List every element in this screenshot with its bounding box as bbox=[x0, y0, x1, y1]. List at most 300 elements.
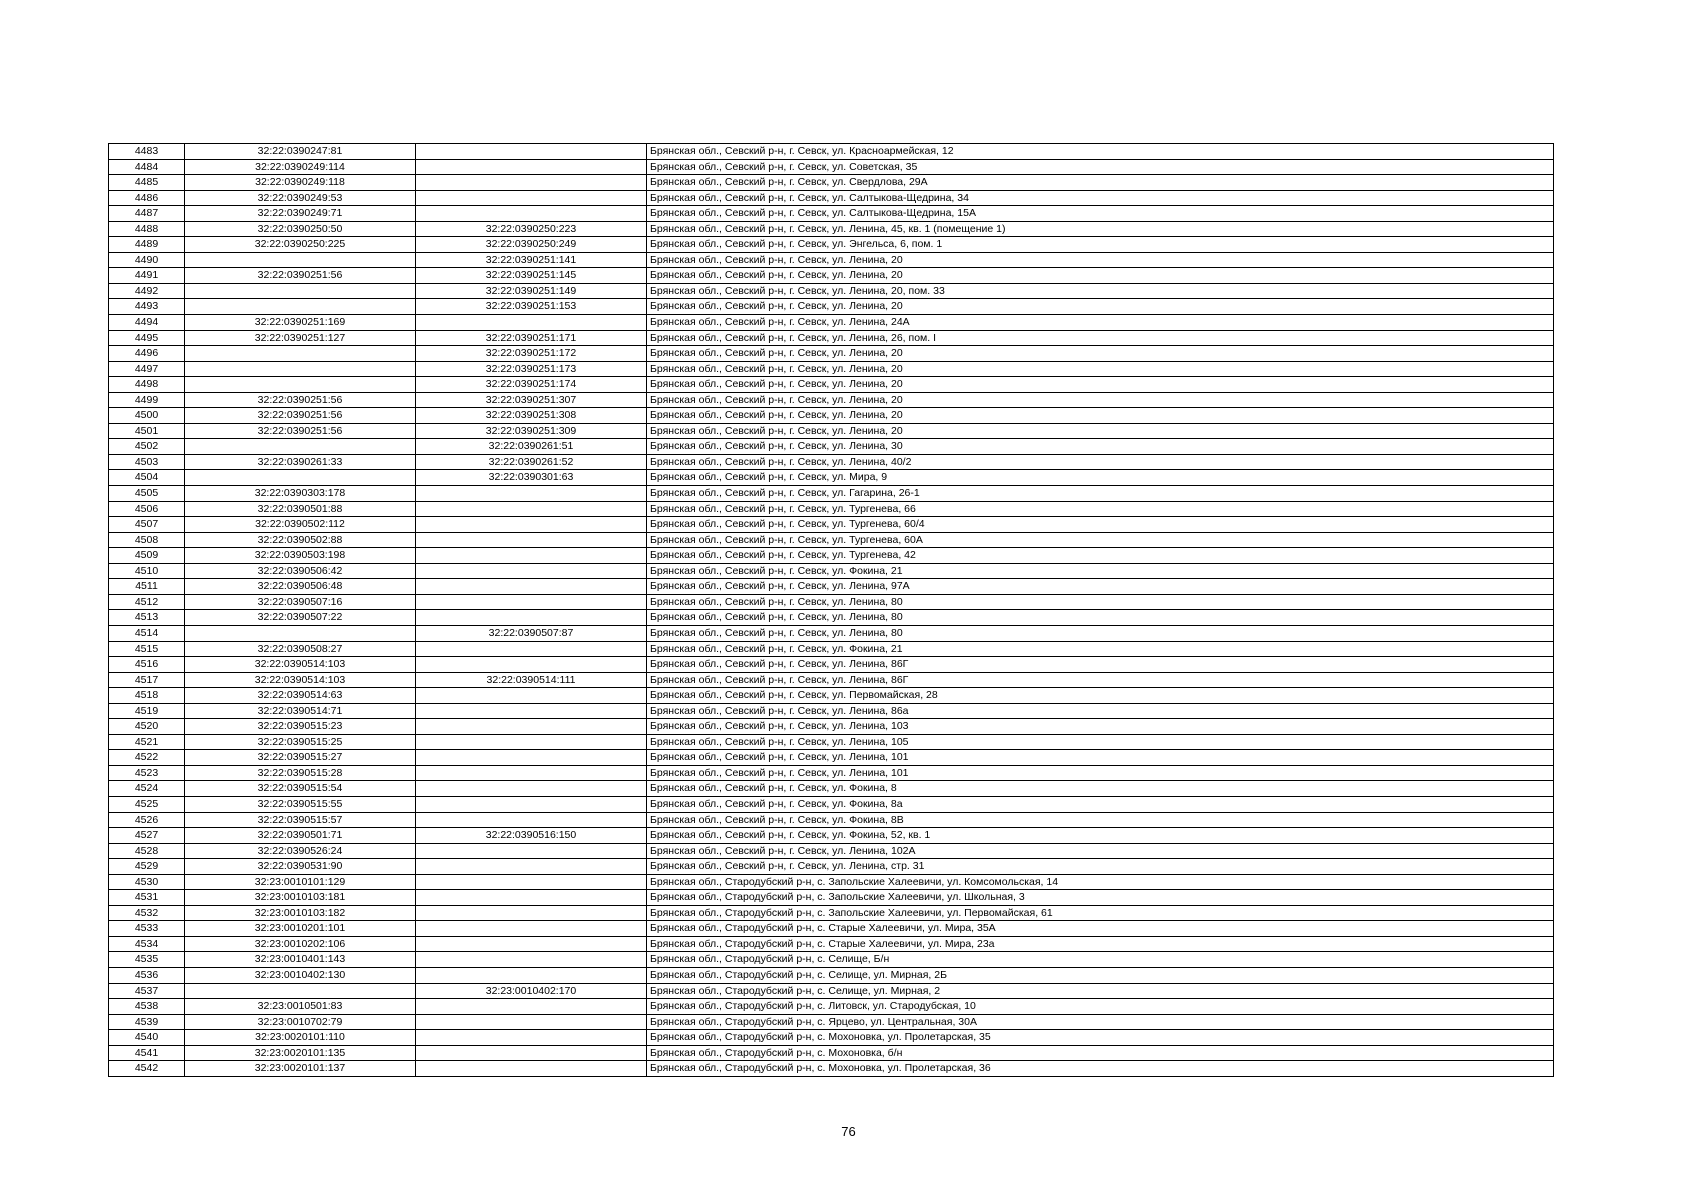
row-number-cell: 4506 bbox=[109, 501, 185, 517]
premises-cadastral-number-cell bbox=[416, 315, 647, 331]
cadastral-number-cell: 32:22:0390515:57 bbox=[185, 812, 416, 828]
table-row bbox=[109, 315, 1554, 331]
premises-cadastral-number-cell bbox=[416, 486, 647, 502]
cadastral-number-cell: 32:22:0390515:28 bbox=[185, 765, 416, 781]
cadastral-number-cell bbox=[185, 470, 416, 486]
table-row bbox=[109, 330, 1554, 346]
row-number-cell: 4486 bbox=[109, 190, 185, 206]
address-cell: Брянская обл., Севский р-н, г. Севск, ул. Фокина, 8В bbox=[647, 812, 1554, 828]
premises-cadastral-number-cell bbox=[416, 765, 647, 781]
address-cell: Брянская обл., Стародубский р-н, с. Литовск, ул. Стародубская, 10 bbox=[647, 999, 1554, 1015]
table-row bbox=[109, 563, 1554, 579]
premises-cadastral-number-cell: 32:22:0390251:309 bbox=[416, 423, 647, 439]
row-number-cell: 4491 bbox=[109, 268, 185, 284]
table-row bbox=[109, 175, 1554, 191]
cadastral-number-cell: 32:23:0010103:182 bbox=[185, 905, 416, 921]
cadastral-number-cell bbox=[185, 299, 416, 315]
table-row bbox=[109, 657, 1554, 673]
cadastral-number-cell bbox=[185, 346, 416, 362]
cadastral-number-cell: 32:22:0390249:118 bbox=[185, 175, 416, 191]
table-row bbox=[109, 843, 1554, 859]
cadastral-number-cell: 32:23:0010401:143 bbox=[185, 952, 416, 968]
cadastral-number-cell: 32:22:0390261:33 bbox=[185, 454, 416, 470]
address-cell: Брянская обл., Севский р-н, г. Севск, ул. Ленина, 20 bbox=[647, 346, 1554, 362]
address-cell: Брянская обл., Севский р-н, г. Севск, ул. Ленина, 20 bbox=[647, 423, 1554, 439]
premises-cadastral-number-cell bbox=[416, 206, 647, 222]
premises-cadastral-number-cell bbox=[416, 1014, 647, 1030]
premises-cadastral-number-cell bbox=[416, 812, 647, 828]
address-cell: Брянская обл., Севский р-н, г. Севск, ул. Ленина, 86Г bbox=[647, 672, 1554, 688]
cadastral-number-cell: 32:23:0020101:137 bbox=[185, 1061, 416, 1077]
premises-cadastral-number-cell bbox=[416, 781, 647, 797]
premises-cadastral-number-cell bbox=[416, 890, 647, 906]
cadastral-number-cell: 32:22:0390501:71 bbox=[185, 828, 416, 844]
registry-table bbox=[108, 143, 1554, 1077]
row-number-cell: 4485 bbox=[109, 175, 185, 191]
address-cell: Брянская обл., Стародубский р-н, с. Селище, ул. Мирная, 2 bbox=[647, 983, 1554, 999]
row-number-cell: 4498 bbox=[109, 377, 185, 393]
address-cell: Брянская обл., Севский р-н, г. Севск, ул. Ленина, 20, пом. 33 bbox=[647, 283, 1554, 299]
cadastral-number-cell: 32:22:0390531:90 bbox=[185, 859, 416, 875]
address-cell: Брянская обл., Севский р-н, г. Севск, ул. Ленина, 80 bbox=[647, 610, 1554, 626]
row-number-cell: 4525 bbox=[109, 796, 185, 812]
table-row bbox=[109, 1030, 1554, 1046]
cadastral-number-cell: 32:23:0010501:83 bbox=[185, 999, 416, 1015]
premises-cadastral-number-cell bbox=[416, 190, 647, 206]
table-row bbox=[109, 470, 1554, 486]
table-row bbox=[109, 952, 1554, 968]
row-number-cell: 4542 bbox=[109, 1061, 185, 1077]
table-row bbox=[109, 159, 1554, 175]
address-cell: Брянская обл., Севский р-н, г. Севск, ул. Ленина, 102А bbox=[647, 843, 1554, 859]
cadastral-number-cell bbox=[185, 283, 416, 299]
address-cell: Брянская обл., Севский р-н, г. Севск, ул. Тургенева, 42 bbox=[647, 548, 1554, 564]
table-row bbox=[109, 221, 1554, 237]
address-cell: Брянская обл., Севский р-н, г. Севск, ул. Свердлова, 29А bbox=[647, 175, 1554, 191]
cadastral-number-cell: 32:22:0390303:178 bbox=[185, 486, 416, 502]
table-row bbox=[109, 921, 1554, 937]
address-cell: Брянская обл., Севский р-н, г. Севск, ул. Ленина, 24А bbox=[647, 315, 1554, 331]
cadastral-number-cell: 32:22:0390249:53 bbox=[185, 190, 416, 206]
row-number-cell: 4507 bbox=[109, 517, 185, 533]
premises-cadastral-number-cell bbox=[416, 144, 647, 160]
premises-cadastral-number-cell bbox=[416, 703, 647, 719]
cadastral-number-cell: 32:22:0390251:56 bbox=[185, 392, 416, 408]
table-row bbox=[109, 548, 1554, 564]
address-cell: Брянская обл., Севский р-н, г. Севск, ул. Мира, 9 bbox=[647, 470, 1554, 486]
cadastral-number-cell: 32:23:0010103:181 bbox=[185, 890, 416, 906]
table-row bbox=[109, 703, 1554, 719]
premises-cadastral-number-cell bbox=[416, 999, 647, 1015]
table-row bbox=[109, 610, 1554, 626]
address-cell: Брянская обл., Стародубский р-н, с. Запольские Халеевичи, ул. Комсомольская, 14 bbox=[647, 874, 1554, 890]
row-number-cell: 4484 bbox=[109, 159, 185, 175]
row-number-cell: 4527 bbox=[109, 828, 185, 844]
address-cell: Брянская обл., Севский р-н, г. Севск, ул. Ленина, 20 bbox=[647, 299, 1554, 315]
cadastral-number-cell: 32:22:0390502:112 bbox=[185, 517, 416, 533]
row-number-cell: 4502 bbox=[109, 439, 185, 455]
row-number-cell: 4495 bbox=[109, 330, 185, 346]
table-row bbox=[109, 361, 1554, 377]
address-cell: Брянская обл., Севский р-н, г. Севск, ул. Ленина, 20 bbox=[647, 268, 1554, 284]
table-row bbox=[109, 144, 1554, 160]
cadastral-number-cell: 32:23:0020101:110 bbox=[185, 1030, 416, 1046]
premises-cadastral-number-cell bbox=[416, 905, 647, 921]
address-cell: Брянская обл., Стародубский р-н, с. Старые Халеевичи, ул. Мира, 35А bbox=[647, 921, 1554, 937]
table-row bbox=[109, 283, 1554, 299]
address-cell: Брянская обл., Севский р-н, г. Севск, ул. Ленина, 86а bbox=[647, 703, 1554, 719]
premises-cadastral-number-cell bbox=[416, 859, 647, 875]
row-number-cell: 4508 bbox=[109, 532, 185, 548]
address-cell: Брянская обл., Севский р-н, г. Севск, ул. Фокина, 8а bbox=[647, 796, 1554, 812]
address-cell: Брянская обл., Севский р-н, г. Севск, ул. Ленина, 80 bbox=[647, 594, 1554, 610]
address-cell: Брянская обл., Севский р-н, г. Севск, ул. Ленина, 20 bbox=[647, 408, 1554, 424]
table-row bbox=[109, 517, 1554, 533]
address-cell: Брянская обл., Севский р-н, г. Севск, ул. Ленина, 26, пом. I bbox=[647, 330, 1554, 346]
table-row bbox=[109, 579, 1554, 595]
premises-cadastral-number-cell: 32:22:0390251:141 bbox=[416, 252, 647, 268]
table-row bbox=[109, 1045, 1554, 1061]
premises-cadastral-number-cell bbox=[416, 734, 647, 750]
address-cell: Брянская обл., Севский р-н, г. Севск, ул. Ленина, 80 bbox=[647, 625, 1554, 641]
row-number-cell: 4511 bbox=[109, 579, 185, 595]
premises-cadastral-number-cell bbox=[416, 688, 647, 704]
address-cell: Брянская обл., Севский р-н, г. Севск, ул. Тургенева, 60А bbox=[647, 532, 1554, 548]
table-row bbox=[109, 719, 1554, 735]
row-number-cell: 4523 bbox=[109, 765, 185, 781]
premises-cadastral-number-cell bbox=[416, 532, 647, 548]
cadastral-number-cell bbox=[185, 625, 416, 641]
row-number-cell: 4528 bbox=[109, 843, 185, 859]
cadastral-number-cell: 32:22:0390501:88 bbox=[185, 501, 416, 517]
address-cell: Брянская обл., Севский р-н, г. Севск, ул. Фокина, 52, кв. 1 bbox=[647, 828, 1554, 844]
table-row bbox=[109, 890, 1554, 906]
row-number-cell: 4522 bbox=[109, 750, 185, 766]
table-row bbox=[109, 423, 1554, 439]
premises-cadastral-number-cell bbox=[416, 750, 647, 766]
cadastral-number-cell: 32:22:0390506:48 bbox=[185, 579, 416, 595]
cadastral-number-cell: 32:22:0390515:23 bbox=[185, 719, 416, 735]
address-cell: Брянская обл., Севский р-н, г. Севск, ул. Фокина, 8 bbox=[647, 781, 1554, 797]
address-cell: Брянская обл., Севский р-н, г. Севск, ул. Тургенева, 66 bbox=[647, 501, 1554, 517]
row-number-cell: 4536 bbox=[109, 967, 185, 983]
cadastral-number-cell: 32:23:0010202:106 bbox=[185, 936, 416, 952]
table-row bbox=[109, 346, 1554, 362]
table-row bbox=[109, 268, 1554, 284]
premises-cadastral-number-cell: 32:22:0390507:87 bbox=[416, 625, 647, 641]
cadastral-number-cell: 32:22:0390514:71 bbox=[185, 703, 416, 719]
cadastral-number-cell: 32:23:0010201:101 bbox=[185, 921, 416, 937]
table-row bbox=[109, 812, 1554, 828]
table-row bbox=[109, 672, 1554, 688]
table-row bbox=[109, 688, 1554, 704]
premises-cadastral-number-cell: 32:22:0390251:174 bbox=[416, 377, 647, 393]
address-cell: Брянская обл., Стародубский р-н, с. Селище, Б/н bbox=[647, 952, 1554, 968]
cadastral-number-cell bbox=[185, 983, 416, 999]
table-row bbox=[109, 750, 1554, 766]
cadastral-number-cell: 32:22:0390508:27 bbox=[185, 641, 416, 657]
address-cell: Брянская обл., Севский р-н, г. Севск, ул. Советская, 35 bbox=[647, 159, 1554, 175]
table-row bbox=[109, 781, 1554, 797]
premises-cadastral-number-cell: 32:22:0390251:307 bbox=[416, 392, 647, 408]
cadastral-number-cell: 32:22:0390251:56 bbox=[185, 423, 416, 439]
premises-cadastral-number-cell: 32:22:0390251:153 bbox=[416, 299, 647, 315]
cadastral-number-cell: 32:22:0390507:22 bbox=[185, 610, 416, 626]
row-number-cell: 4501 bbox=[109, 423, 185, 439]
table-row bbox=[109, 501, 1554, 517]
table-row bbox=[109, 936, 1554, 952]
premises-cadastral-number-cell: 32:22:0390261:52 bbox=[416, 454, 647, 470]
premises-cadastral-number-cell bbox=[416, 967, 647, 983]
premises-cadastral-number-cell bbox=[416, 843, 647, 859]
row-number-cell: 4531 bbox=[109, 890, 185, 906]
row-number-cell: 4534 bbox=[109, 936, 185, 952]
premises-cadastral-number-cell bbox=[416, 657, 647, 673]
table-row bbox=[109, 299, 1554, 315]
cadastral-number-cell: 32:22:0390506:42 bbox=[185, 563, 416, 579]
address-cell: Брянская обл., Севский р-н, г. Севск, ул. Энгельса, 6, пом. 1 bbox=[647, 237, 1554, 253]
address-cell: Брянская обл., Севский р-н, г. Севск, ул. Ленина, 40/2 bbox=[647, 454, 1554, 470]
premises-cadastral-number-cell bbox=[416, 874, 647, 890]
row-number-cell: 4496 bbox=[109, 346, 185, 362]
premises-cadastral-number-cell: 32:22:0390251:145 bbox=[416, 268, 647, 284]
cadastral-number-cell bbox=[185, 377, 416, 393]
premises-cadastral-number-cell bbox=[416, 159, 647, 175]
cadastral-number-cell: 32:22:0390249:71 bbox=[185, 206, 416, 222]
cadastral-number-cell: 32:22:0390251:56 bbox=[185, 268, 416, 284]
address-cell: Брянская обл., Севский р-н, г. Севск, ул. Тургенева, 60/4 bbox=[647, 517, 1554, 533]
address-cell: Брянская обл., Севский р-н, г. Севск, ул. Ленина, 45, кв. 1 (помещение 1) bbox=[647, 221, 1554, 237]
address-cell: Брянская обл., Севский р-н, г. Севск, ул. Ленина, 101 bbox=[647, 750, 1554, 766]
premises-cadastral-number-cell: 32:22:0390301:63 bbox=[416, 470, 647, 486]
table-row bbox=[109, 765, 1554, 781]
row-number-cell: 4494 bbox=[109, 315, 185, 331]
row-number-cell: 4504 bbox=[109, 470, 185, 486]
address-cell: Брянская обл., Стародубский р-н, с. Запольские Халеевичи, ул. Первомайская, 61 bbox=[647, 905, 1554, 921]
table-row bbox=[109, 486, 1554, 502]
cadastral-number-cell: 32:22:0390515:54 bbox=[185, 781, 416, 797]
cadastral-number-cell: 32:22:0390514:103 bbox=[185, 657, 416, 673]
row-number-cell: 4493 bbox=[109, 299, 185, 315]
address-cell: Брянская обл., Севский р-н, г. Севск, ул. Ленина, 105 bbox=[647, 734, 1554, 750]
row-number-cell: 4530 bbox=[109, 874, 185, 890]
address-cell: Брянская обл., Севский р-н, г. Севск, ул. Ленина, 97А bbox=[647, 579, 1554, 595]
row-number-cell: 4515 bbox=[109, 641, 185, 657]
address-cell: Брянская обл., Севский р-н, г. Севск, ул. Гагарина, 26-1 bbox=[647, 486, 1554, 502]
row-number-cell: 4540 bbox=[109, 1030, 185, 1046]
table-row bbox=[109, 859, 1554, 875]
table-row bbox=[109, 206, 1554, 222]
row-number-cell: 4518 bbox=[109, 688, 185, 704]
row-number-cell: 4500 bbox=[109, 408, 185, 424]
address-cell: Брянская обл., Севский р-н, г. Севск, ул. Ленина, 103 bbox=[647, 719, 1554, 735]
row-number-cell: 4520 bbox=[109, 719, 185, 735]
premises-cadastral-number-cell bbox=[416, 579, 647, 595]
address-cell: Брянская обл., Севский р-н, г. Севск, ул. Ленина, 20 bbox=[647, 361, 1554, 377]
address-cell: Брянская обл., Стародубский р-н, с. Ярцево, ул. Центральная, 30А bbox=[647, 1014, 1554, 1030]
row-number-cell: 4537 bbox=[109, 983, 185, 999]
cadastral-number-cell: 32:22:0390503:198 bbox=[185, 548, 416, 564]
cadastral-number-cell: 32:22:0390249:114 bbox=[185, 159, 416, 175]
table-row bbox=[109, 796, 1554, 812]
cadastral-number-cell: 32:23:0010101:129 bbox=[185, 874, 416, 890]
premises-cadastral-number-cell: 32:22:0390250:249 bbox=[416, 237, 647, 253]
table-row bbox=[109, 594, 1554, 610]
table-row bbox=[109, 734, 1554, 750]
premises-cadastral-number-cell bbox=[416, 517, 647, 533]
premises-cadastral-number-cell bbox=[416, 921, 647, 937]
table-row bbox=[109, 237, 1554, 253]
cadastral-number-cell bbox=[185, 439, 416, 455]
address-cell: Брянская обл., Севский р-н, г. Севск, ул. Первомайская, 28 bbox=[647, 688, 1554, 704]
row-number-cell: 4529 bbox=[109, 859, 185, 875]
table-row bbox=[109, 454, 1554, 470]
row-number-cell: 4516 bbox=[109, 657, 185, 673]
address-cell: Брянская обл., Севский р-н, г. Севск, ул. Ленина, 20 bbox=[647, 377, 1554, 393]
address-cell: Брянская обл., Севский р-н, г. Севск, ул. Ленина, 101 bbox=[647, 765, 1554, 781]
address-cell: Брянская обл., Стародубский р-н, с. Запольские Халеевичи, ул. Школьная, 3 bbox=[647, 890, 1554, 906]
cadastral-number-cell: 32:22:0390514:63 bbox=[185, 688, 416, 704]
cadastral-number-cell: 32:22:0390250:50 bbox=[185, 221, 416, 237]
row-number-cell: 4533 bbox=[109, 921, 185, 937]
table-row bbox=[109, 252, 1554, 268]
cadastral-number-cell: 32:22:0390247:81 bbox=[185, 144, 416, 160]
table-row bbox=[109, 439, 1554, 455]
premises-cadastral-number-cell: 32:22:0390251:172 bbox=[416, 346, 647, 362]
address-cell: Брянская обл., Стародубский р-н, с. Старые Халеевичи, ул. Мира, 23а bbox=[647, 936, 1554, 952]
address-cell: Брянская обл., Севский р-н, г. Севск, ул. Фокина, 21 bbox=[647, 563, 1554, 579]
premises-cadastral-number-cell bbox=[416, 548, 647, 564]
table-row bbox=[109, 1061, 1554, 1077]
address-cell: Брянская обл., Севский р-н, г. Севск, ул. Красноармейская, 12 bbox=[647, 144, 1554, 160]
premises-cadastral-number-cell: 32:22:0390516:150 bbox=[416, 828, 647, 844]
row-number-cell: 4512 bbox=[109, 594, 185, 610]
row-number-cell: 4499 bbox=[109, 392, 185, 408]
table-row bbox=[109, 377, 1554, 393]
table-row bbox=[109, 532, 1554, 548]
row-number-cell: 4524 bbox=[109, 781, 185, 797]
row-number-cell: 4541 bbox=[109, 1045, 185, 1061]
premises-cadastral-number-cell: 32:22:0390251:171 bbox=[416, 330, 647, 346]
table-row bbox=[109, 392, 1554, 408]
premises-cadastral-number-cell bbox=[416, 610, 647, 626]
premises-cadastral-number-cell bbox=[416, 641, 647, 657]
row-number-cell: 4532 bbox=[109, 905, 185, 921]
cadastral-number-cell: 32:22:0390250:225 bbox=[185, 237, 416, 253]
row-number-cell: 4519 bbox=[109, 703, 185, 719]
registry-table-body bbox=[109, 144, 1554, 1077]
row-number-cell: 4489 bbox=[109, 237, 185, 253]
premises-cadastral-number-cell: 32:22:0390261:51 bbox=[416, 439, 647, 455]
cadastral-number-cell: 32:22:0390502:88 bbox=[185, 532, 416, 548]
premises-cadastral-number-cell bbox=[416, 936, 647, 952]
row-number-cell: 4526 bbox=[109, 812, 185, 828]
row-number-cell: 4513 bbox=[109, 610, 185, 626]
address-cell: Брянская обл., Стародубский р-н, с. Мохоновка, ул. Пролетарская, 35 bbox=[647, 1030, 1554, 1046]
address-cell: Брянская обл., Севский р-н, г. Севск, ул. Ленина, 20 bbox=[647, 392, 1554, 408]
table-row bbox=[109, 999, 1554, 1015]
cadastral-number-cell: 32:22:0390251:127 bbox=[185, 330, 416, 346]
cadastral-number-cell bbox=[185, 361, 416, 377]
table-row bbox=[109, 967, 1554, 983]
cadastral-number-cell: 32:23:0020101:135 bbox=[185, 1045, 416, 1061]
address-cell: Брянская обл., Севский р-н, г. Севск, ул. Ленина, 30 bbox=[647, 439, 1554, 455]
premises-cadastral-number-cell: 32:22:0390514:111 bbox=[416, 672, 647, 688]
row-number-cell: 4505 bbox=[109, 486, 185, 502]
premises-cadastral-number-cell: 32:23:0010402:170 bbox=[416, 983, 647, 999]
cadastral-number-cell: 32:22:0390251:169 bbox=[185, 315, 416, 331]
cadastral-number-cell: 32:22:0390526:24 bbox=[185, 843, 416, 859]
table-row bbox=[109, 190, 1554, 206]
row-number-cell: 4492 bbox=[109, 283, 185, 299]
table-row bbox=[109, 1014, 1554, 1030]
row-number-cell: 4510 bbox=[109, 563, 185, 579]
table-row bbox=[109, 408, 1554, 424]
row-number-cell: 4503 bbox=[109, 454, 185, 470]
address-cell: Брянская обл., Стародубский р-н, с. Мохоновка, ул. Пролетарская, 36 bbox=[647, 1061, 1554, 1077]
cadastral-number-cell: 32:22:0390251:56 bbox=[185, 408, 416, 424]
row-number-cell: 4487 bbox=[109, 206, 185, 222]
address-cell: Брянская обл., Севский р-н, г. Севск, ул. Ленина, 86Г bbox=[647, 657, 1554, 673]
cadastral-number-cell bbox=[185, 252, 416, 268]
row-number-cell: 4490 bbox=[109, 252, 185, 268]
page-number: 76 bbox=[841, 1124, 856, 1139]
row-number-cell: 4539 bbox=[109, 1014, 185, 1030]
table-row bbox=[109, 641, 1554, 657]
premises-cadastral-number-cell: 32:22:0390250:223 bbox=[416, 221, 647, 237]
address-cell: Брянская обл., Севский р-н, г. Севск, ул. Салтыкова-Щедрина, 34 bbox=[647, 190, 1554, 206]
cadastral-number-cell: 32:23:0010702:79 bbox=[185, 1014, 416, 1030]
cadastral-number-cell: 32:22:0390515:27 bbox=[185, 750, 416, 766]
row-number-cell: 4483 bbox=[109, 144, 185, 160]
address-cell: Брянская обл., Севский р-н, г. Севск, ул. Фокина, 21 bbox=[647, 641, 1554, 657]
row-number-cell: 4538 bbox=[109, 999, 185, 1015]
premises-cadastral-number-cell bbox=[416, 719, 647, 735]
address-cell: Брянская обл., Стародубский р-н, с. Селище, ул. Мирная, 2Б bbox=[647, 967, 1554, 983]
table-row bbox=[109, 828, 1554, 844]
address-cell: Брянская обл., Севский р-н, г. Севск, ул. Ленина, 20 bbox=[647, 252, 1554, 268]
cadastral-number-cell: 32:23:0010402:130 bbox=[185, 967, 416, 983]
cadastral-number-cell: 32:22:0390514:103 bbox=[185, 672, 416, 688]
row-number-cell: 4488 bbox=[109, 221, 185, 237]
address-cell: Брянская обл., Севский р-н, г. Севск, ул. Салтыкова-Щедрина, 15А bbox=[647, 206, 1554, 222]
registry-table-container bbox=[108, 143, 1553, 1077]
row-number-cell: 4514 bbox=[109, 625, 185, 641]
row-number-cell: 4497 bbox=[109, 361, 185, 377]
premises-cadastral-number-cell bbox=[416, 594, 647, 610]
row-number-cell: 4521 bbox=[109, 734, 185, 750]
table-row bbox=[109, 625, 1554, 641]
premises-cadastral-number-cell: 32:22:0390251:149 bbox=[416, 283, 647, 299]
row-number-cell: 4535 bbox=[109, 952, 185, 968]
address-cell: Брянская обл., Стародубский р-н, с. Мохоновка, б/н bbox=[647, 1045, 1554, 1061]
premises-cadastral-number-cell: 32:22:0390251:308 bbox=[416, 408, 647, 424]
cadastral-number-cell: 32:22:0390515:55 bbox=[185, 796, 416, 812]
cadastral-number-cell: 32:22:0390507:16 bbox=[185, 594, 416, 610]
cadastral-number-cell: 32:22:0390515:25 bbox=[185, 734, 416, 750]
premises-cadastral-number-cell bbox=[416, 1045, 647, 1061]
row-number-cell: 4509 bbox=[109, 548, 185, 564]
premises-cadastral-number-cell bbox=[416, 1030, 647, 1046]
table-row bbox=[109, 905, 1554, 921]
premises-cadastral-number-cell bbox=[416, 175, 647, 191]
premises-cadastral-number-cell bbox=[416, 1061, 647, 1077]
premises-cadastral-number-cell bbox=[416, 501, 647, 517]
table-row bbox=[109, 983, 1554, 999]
premises-cadastral-number-cell: 32:22:0390251:173 bbox=[416, 361, 647, 377]
table-row bbox=[109, 874, 1554, 890]
premises-cadastral-number-cell bbox=[416, 796, 647, 812]
